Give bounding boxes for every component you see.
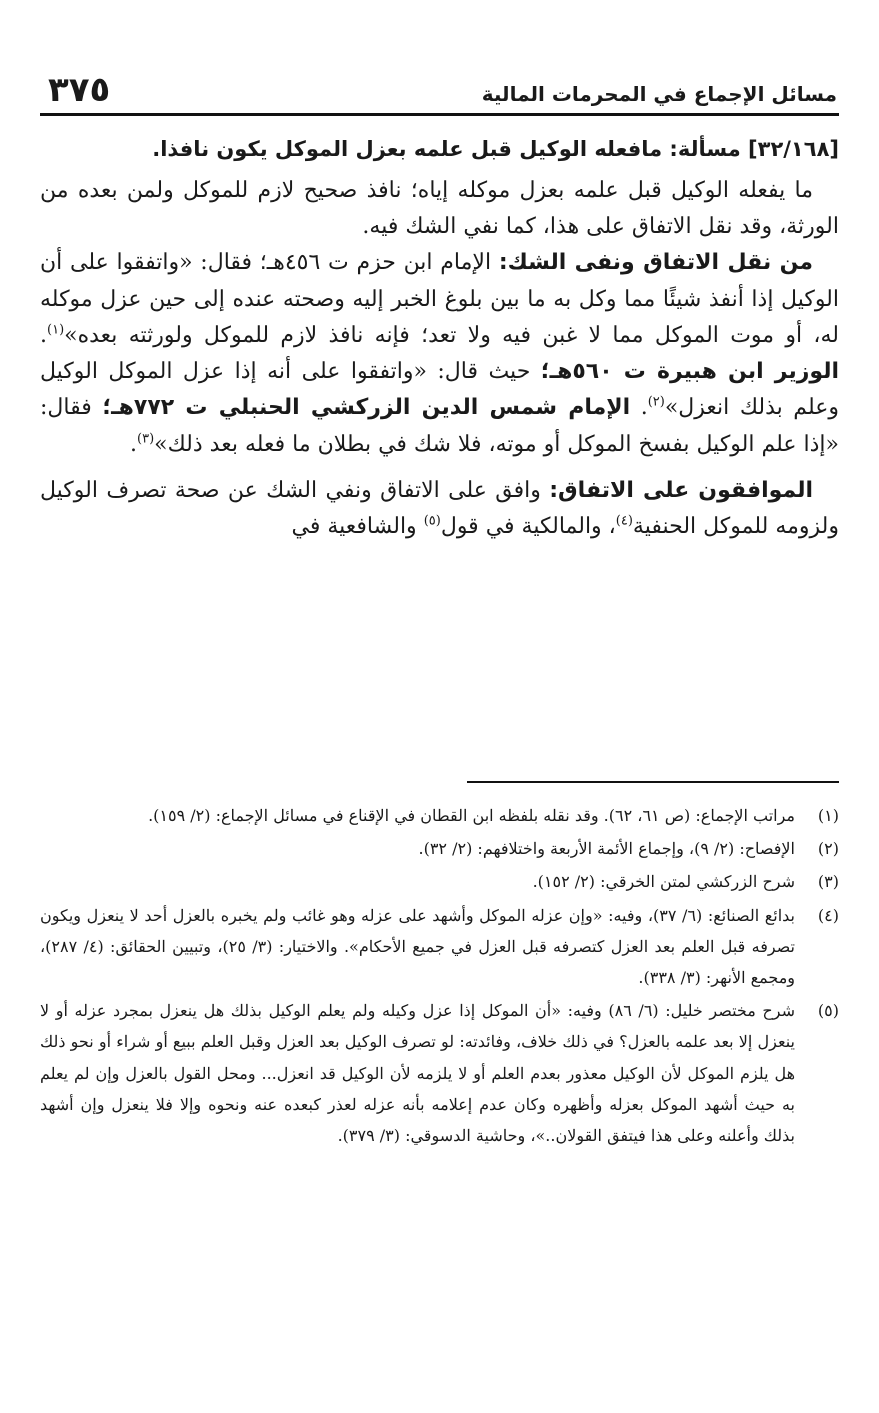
footnote-ref-1: (١) xyxy=(47,322,65,338)
footnote-number: (٥) xyxy=(817,1001,839,1021)
question-heading: [٣٢/١٦٨] مسألة: مافعله الوكيل قبل علمه بعزل الموكل يكون نافذا. xyxy=(152,137,839,161)
paragraph-summary: ما يفعله الوكيل قبل علمه بعزل موكله إياه؛ نافذ صحيح لازم للموكل ولمن بعده من الورثة، وقد نقل الاتفاق على هذا، كما نفي الشك فيه. xyxy=(40,177,839,239)
intro-ibn-hubayra: حيث قال: xyxy=(437,359,531,385)
footnote-ref-5: (٥) xyxy=(423,513,441,529)
footnote-number: (٤) xyxy=(817,905,839,925)
footnote-text: الإفصاح: (٢/ ٩)، وإجماع الأئمة الأربعة واختلافهم: (٢/ ٣٢). xyxy=(418,839,795,859)
running-title: مسائل الإجماع في المحرمات المالية xyxy=(481,82,837,106)
footnote-text: مراتب الإجماع: (ص ٦١، ٦٢). وقد نقله بلفظه ابن القطان في الإقناع في مسائل الإجماع: (٢/ ١٥٩). xyxy=(148,806,795,825)
footnote-3 xyxy=(40,866,839,897)
quote-zarkashi: «إذا علم الوكيل بفسخ الموكل أو موته، فلا شك في بطلان ما فعله بعد ذلك» xyxy=(154,431,839,457)
agreeing-text-c: والشافعية في xyxy=(291,514,417,540)
quote-ibn-hubayra: «واتفقوا على أنه إذا عزل الموكل الوكيل وعلم بذلك انعزل» xyxy=(40,359,839,421)
footnote-number: (١) xyxy=(817,806,839,825)
scholar-ibn-hazm: الإمام ابن حزم ت ٤٥٦هـ؛ فقال: xyxy=(200,250,492,276)
paragraph-agreeing-schools xyxy=(40,473,839,546)
footnote-ref-4: (٤) xyxy=(615,513,633,529)
footnote-number: (٢) xyxy=(817,839,839,859)
running-head xyxy=(40,62,839,112)
footnote-5 xyxy=(40,995,839,1151)
footnote-4 xyxy=(40,900,839,994)
scholar-ibn-hubayra: الوزير ابن هبيرة ت ٥٦٠هـ؛ xyxy=(540,359,839,385)
footnotes xyxy=(40,800,839,1153)
footnote-text: شرح الزركشي لمتن الخرقي: (٢/ ١٥٢). xyxy=(532,872,795,892)
quote-ibn-hazm: «واتفقوا على أن الوكيل إذا أنفذ شيئًا مما وكل به ما بين بلوغ الخبر إليه وصحته عنده إلى حين عزل موكله له، أو موت الموكل مما لا غبن فيه ولا تعد؛ فإنه نافذ لازم للموكل ولورثته بعده» xyxy=(40,250,839,348)
section-heading-reporters: من نقل الاتفاق ونفى الشك: xyxy=(498,250,814,276)
footnote-number: (٣) xyxy=(817,872,839,892)
footnote-rule xyxy=(467,781,839,783)
footnote-text: شرح مختصر خليل: (٦/ ٨٦) وفيه: «أن الموكل إذا عزل وكيله ولم يعلم الوكيل بذلك هل ينعزل بمجرد عزله أو لا ينعزل إلا بعد علمه بالعزل؟ في ذلك خلاف، وفائدته: لو تصرف الوكيل بعد العزل وقبل العلم ببيع أو شراء أو نحو ذلك هل يلزم الموكل لأن الوكيل معذور بعدم العلم أو لا يلزمه لأن الوكيل قد انعزل... ومحل القول بالعزل وإن لم يعلم به حيث أشهد الموكل بعزله وأظهره وكان عدم إعلامه بأنه عزله لعذر كبعده عنه ونحوه وإلا فلا ينعزل وإن أشهد بذلك وأعلنه وعلى هذا فيتفق القولان..»، وحاشية الدسوقي: (٣/ ٣٧٩). xyxy=(40,1001,796,1145)
footnote-ref-2: (٢) xyxy=(647,395,665,411)
scholar-zarkashi: الإمام شمس الدين الزركشي الحنبلي ت ٧٧٢هـ؛ xyxy=(102,395,631,421)
agreeing-text-b: ، والمالكية في قول xyxy=(440,514,616,540)
main-text xyxy=(40,132,839,546)
paragraph-consensus-reports: من نقل الاتفاق ونفى الشك: الإمام ابن حزم ت ٤٥٦هـ؛ فقال: «واتفقوا على أن الوكيل إذا أنفذ شيئًا مما وكل به ما بين بلوغ الخبر إليه وصحته عنده إلى حين عزل موكله له، أو موت الموكل مما لا غبن فيه ولا تعد؛ فإنه نافذ لازم للموكل ولورثته بعده»$^{(١)}$. الوزير ابن هبيرة ت ٥٦٠هـ؛ حيث قال: «واتفقوا على أنه إذا عزل الموكل الوكيل وعلم بذلك انعزل»$^{(٢)}$. الإمام شمس الدين الزركشي الحنبلي ت ٧٧٢هـ؛ فقال: «إذا علم الوكيل بفسخ الموكل أو موته، فلا شك في بطلان ما فعله بعد ذلك»$^{(٣)}$. xyxy=(40,250,839,457)
intro-zarkashi: فقال: xyxy=(40,395,92,421)
footnote-ref-3: (٣) xyxy=(137,431,155,447)
footnote-1 xyxy=(40,800,839,831)
header-rule xyxy=(40,113,839,116)
footnote-2 xyxy=(40,833,839,864)
footnote-text: بدائع الصنائع: (٦/ ٣٧)، وفيه: «وإن عزله الموكل وأشهد على عزله وهو غائب ولم يخبره بالعزل أحد لا ينعزل ويكون تصرفه قبل العلم بعد العزل كتصرفه قبل العزل في جميع الأحكام». والاختيار: (٣/ ٢٥)، وتبيين الحقائق: (٤/ ٢٨٧)، ومجمع الأنهر: (٣/ ٣٣٨). xyxy=(40,905,796,987)
section-heading-agreeing: الموافقون على الاتفاق: xyxy=(549,478,813,504)
agreeing-text-a: وافق على الاتفاق ونفي الشك عن صحة تصرف الوكيل ولزومه للموكل الحنفية xyxy=(40,478,839,540)
page-number: ٣٧٥ xyxy=(48,70,111,110)
